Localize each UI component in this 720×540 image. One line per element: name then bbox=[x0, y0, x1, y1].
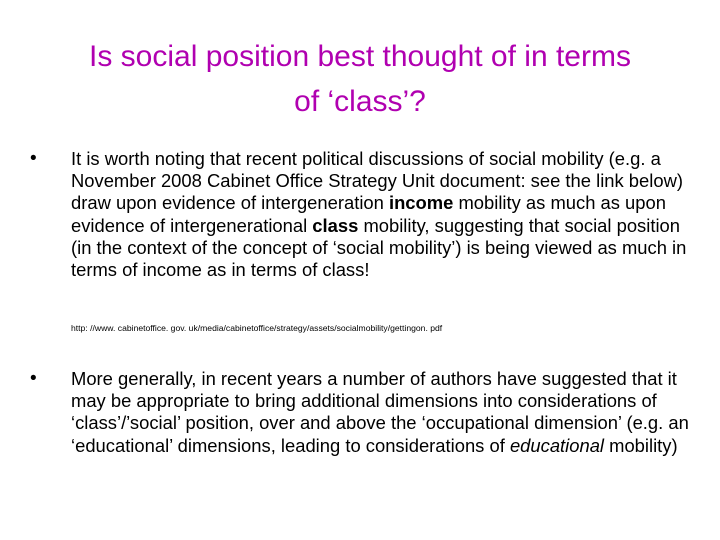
slide-title bbox=[40, 34, 680, 124]
bullet-marker: • bbox=[30, 148, 37, 169]
bullet-text-1 bbox=[71, 148, 690, 281]
bullet1-bold-class: class bbox=[312, 214, 359, 236]
bullet-point-1 bbox=[30, 148, 690, 281]
bullet-text-2 bbox=[71, 368, 690, 457]
bullet2-italic-educational: educational bbox=[509, 434, 605, 456]
bullet2-text-part1: More generally, in recent years a number of authors have suggested that it may be appropriate to bring additional dimensions into considerations of ‘class’/’social’ position, over and above the ‘occupational dimension’ (e.g. an ‘educational’ dimensions, leading to considerations of bbox=[71, 368, 689, 456]
bullet-marker: • bbox=[30, 368, 37, 389]
title-line-1: Is social position best thought of in terms bbox=[89, 40, 631, 73]
reference-link[interactable]: http: //www. cabinetoffice. gov. uk/media/cabinetoffice/strategy/assets/socialmobility/gettingon. pdf bbox=[71, 323, 443, 333]
bullet2-text-part2: mobility) bbox=[604, 434, 678, 456]
bullet-point-2 bbox=[30, 368, 690, 457]
bullet1-bold-income: income bbox=[388, 192, 454, 214]
bullet1-text-part2: mobility as much as upon evidence of intergenerational bbox=[71, 192, 666, 236]
bullet1-text-part3: mobility, suggesting that social position (in the context of the concept of ‘social mobility’) is being viewed as much in terms of income as in terms of class! bbox=[71, 214, 687, 281]
bullet1-text-part1: It is worth noting that recent political discussions of social mobility (e.g. a November 2008 Cabinet Office Strategy Unit document: see the link below) draw upon evidence of intergeneration bbox=[71, 148, 683, 214]
title-line-2: of ‘class’? bbox=[294, 85, 426, 118]
